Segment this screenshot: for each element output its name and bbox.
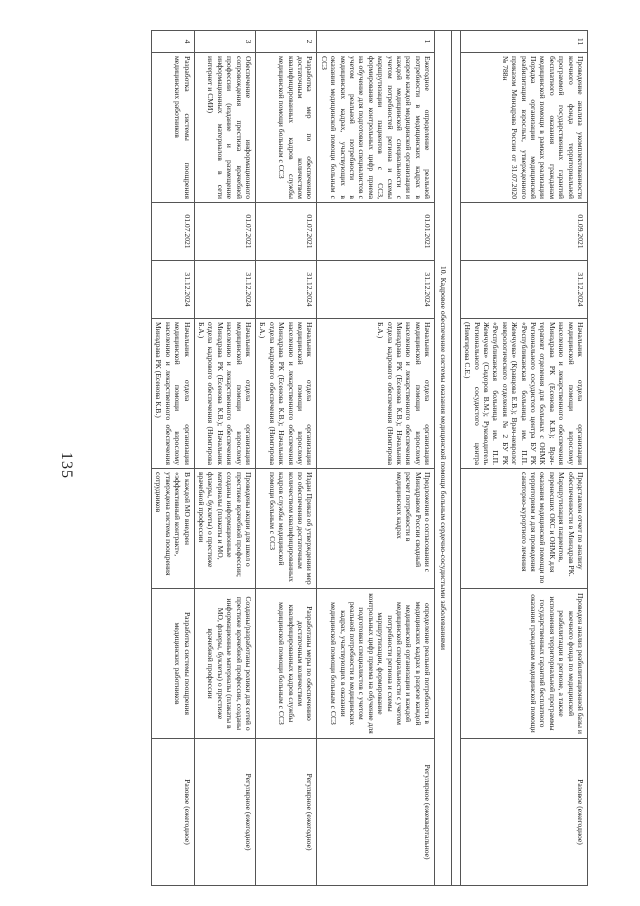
section-title: 10. Кадровое обеспечение системы оказания медицинской помощи больным сердечно-сосудистыми заболеваниями	[435, 31, 451, 886]
end-date: 31.12.2024	[317, 261, 435, 319]
end-date: 31.12.2024	[460, 261, 587, 319]
table-row	[460, 31, 587, 886]
result-cell: Предложения о согласовании с Минздравом России сводный расчет потребности в медицинских кадрах	[317, 469, 435, 589]
table-row	[151, 31, 194, 886]
responsible-cell: Начальник отдела организации медицинской помощи взрослому населению и лекарственного обеспечения Минздрава РК (Есенова К.В.); Начальник отдела кадрового обеспечения (Нимгирова Б.А.)	[317, 319, 435, 469]
responsible-cell: Начальник отдела организации медицинской помощи взрослому населению и лекарственного обеспечения Минздрава РК (Есенова К.В.)	[151, 319, 194, 469]
start-date: 01.07.2021	[194, 203, 255, 261]
responsible-cell: Начальник отдела организации медицинской помощи взрослому населению и лекарственного обеспечения Минздрава РК (Есенова К.В.); Начальник отдела кадрового обеспечения (Нимгирова Б.А.)	[194, 319, 255, 469]
task-cell: Разработка мер по обеспечению достаточным количеством квалифицированных кадров службы медицинской помощи больным с ССЗ	[256, 53, 317, 203]
spacer-row	[451, 31, 460, 886]
page-number: 135	[58, 452, 75, 479]
indicator-cell: Разработаны меры по обеспечению достаточным количеством квалифицированных кадров службы медицинской помощи больным с ССЗ	[256, 589, 317, 739]
start-date: 01.07.2021	[151, 203, 194, 261]
row-number: 4	[151, 31, 194, 53]
result-cell: Проведены акции для школ о престиже врачебной профессии; созданы информационные материалы (плакаты и МО, флаеры, буклеты) о престиже врачебной профессии	[194, 469, 255, 589]
responsible-cell: Начальник отдела организации медицинской помощи взрослому населению и лекарственного обеспечения Минздрава РК (Есенова К.В.); Врач-терапевт отделения для больных с ОНМК Регионального сосудистого центра БУ РК «Республиканская больница им. П.П. Жемчуева» (Кравцова Е.В.); Врач-невролог неврологического отделения № 2 БУ РК «Республиканская больница им. П.П. Жемчуева» (Сидоров В.М.); Руководитель Регионального сосудистого центра (Нимгирова С.Е.)	[460, 319, 587, 469]
end-date: 31.12.2024	[194, 261, 255, 319]
result-cell: Представлен отчет по анализу обеспеченности в Минздрав РК. Маршрутизация пациентов, перенесших ОКС и ОНМК для оказания медицинской помощи по территориям и для проведения санаторно-курортного лечения	[460, 469, 587, 589]
indicator-cell: определение реальной потребности в медицинских кадрах в разрезе каждой медицинской организации и каждой медицинской специальности с учетом потребности региона и схемы маршрутизации, формирование контрольных цифр приема на обучение для подготовки специалистов с учетом реальной потребности в медицинских кадрах, участвующих в оказании медицинской помощи больным с ССЗ	[317, 589, 435, 739]
type-cell: Регулярное (ежегодное)	[256, 739, 317, 886]
table-row	[256, 31, 317, 886]
row-number: 3	[194, 31, 255, 53]
row-number: 1	[317, 31, 435, 53]
indicator-cell: Проведен анализ реабилитационной базы и коечного фонда по медицинской реабилитации в регионе, а также исполнения территориальной программы государственных гарантий бесплатного оказания гражданам медицинской помощи	[460, 589, 587, 739]
end-date: 31.12.2024	[256, 261, 317, 319]
table-row	[194, 31, 255, 886]
row-number: 2	[256, 31, 317, 53]
indicator-cell: Разработка системы поощрения медицинских работников	[151, 589, 194, 739]
start-date: 01.07.2021	[256, 203, 317, 261]
start-date: 01.09.2021	[460, 203, 587, 261]
type-cell: Разовое (ежегодное)	[151, 739, 194, 886]
type-cell: Разовое (ежегодное)	[460, 739, 587, 886]
task-cell: Разработка системы поощрения медицинских работников	[151, 53, 194, 203]
end-date: 31.12.2024	[151, 261, 194, 319]
responsible-cell: Начальник отдела организации медицинской помощи взрослому населению и лекарственного обеспечения Минздрава РК (Есенова К.В.); Начальник отдела кадрового обеспечения (Нимгирова Б.А.)	[256, 319, 317, 469]
type-cell: Регулярное (ежегодное)	[194, 739, 255, 886]
result-cell: В каждой МО внедрен «эффективный контракт», утверждена система поощрения сотрудников	[151, 469, 194, 589]
plan-table	[151, 30, 588, 886]
start-date: 01.01.2021	[317, 203, 435, 261]
result-cell: Издан Приказ об утверждении мер по обеспечению достаточным количеством квалифицированных кадров службы медицинской помощи больным с ССЗ	[256, 469, 317, 589]
section-row	[435, 31, 451, 886]
type-cell: Регулярное (ежеквартальное)	[317, 739, 435, 886]
indicator-cell: Созданы/разработаны ролики для сетей о престиже врачебной профессии, созданы информационные материалы (плакаты в МО, флаеры, буклеты) о престиже врачебной профессии	[194, 589, 255, 739]
table-row	[317, 31, 435, 886]
task-cell: Проведение анализа укомплектованности коечного фонда территориальной программой государственных гарантий бесплатного оказания гражданам медицинской помощи в рамках реализации Порядка организации медицинской реабилитации взрослых, утвержденного приказом Минздрава России от 31.07.2020 № 788н	[460, 53, 587, 203]
task-cell: Обеспечение информационного сопровождения престижа врачебной профессии (издание и размещение информационных материалов в сети интернет и СМИ)	[194, 53, 255, 203]
task-cell: Ежегодное определение реальной потребности в медицинских кадрах в разрезе каждой медицинской организации и каждой медицинской специальности с учетом потребностей региона и схемы маршрутизации пациентов с ССЗ, формирование контрольных цифр приема на обучение для подготовки специалистов с учетом реальной потребности в медицинских кадрах, участвующих в оказании медицинской помощи больным с ССЗ	[317, 53, 435, 203]
row-number: 11	[460, 31, 587, 53]
